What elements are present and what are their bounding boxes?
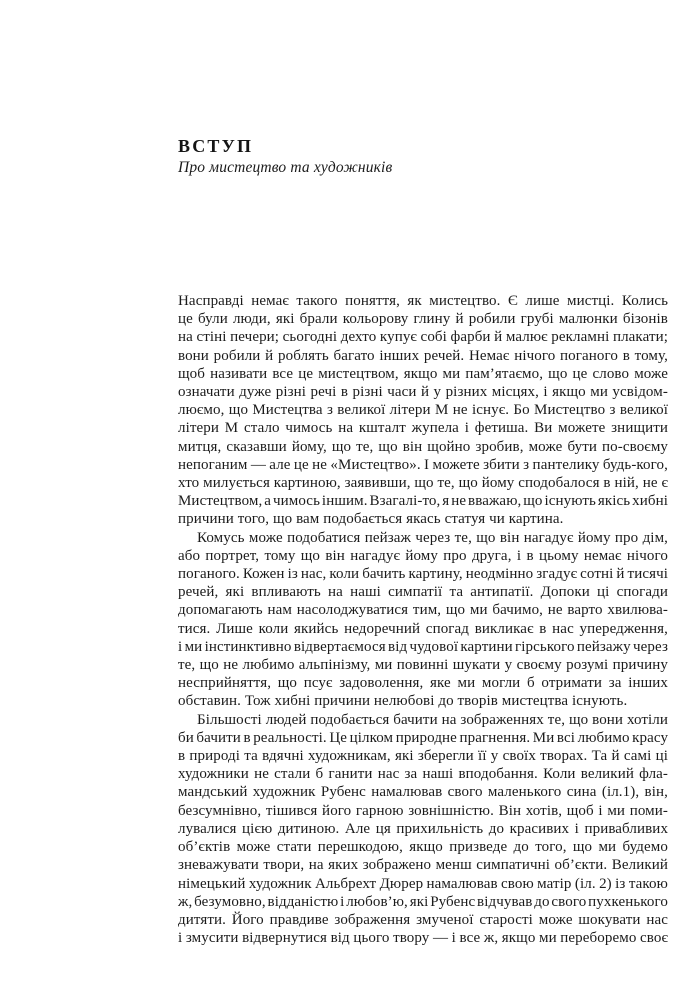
text-line <box>178 911 668 929</box>
text-line-content: художники не стали б ганити нас за наші вподобання. Коли великий фла- <box>178 766 669 783</box>
text-line-content: об’єктів може стати перешкодою, якщо призведе до того, що ми будемо <box>178 839 668 856</box>
text-line <box>178 565 668 583</box>
text-line-content: поганого. Кожен із нас, коли бачить картину, неодмінно згадує сотні й тисячі <box>178 566 669 583</box>
text-line-content: в природі та вдячні художникам, які зберегли її у своїх творах. Та й самі ці <box>178 748 669 765</box>
text-line-content: або портрет, тому що він нагадує йому про друга, і в цьому немає нічого <box>178 547 669 564</box>
text-line-content: і ми інстинктивно відвертаємося від чудової картини гірського пейзажу через <box>178 638 668 655</box>
text-line <box>178 802 668 820</box>
text-line <box>178 820 668 838</box>
paragraph <box>178 711 668 948</box>
text-line <box>178 838 668 856</box>
text-line-content: вони робили й роблять багато інших речей. Немає нічого поганого в тому, <box>178 347 668 364</box>
text-line <box>178 328 668 346</box>
text-line-content: німецький художник Альбрехт Дюрер намалював свою матір (іл. 2) із такою <box>178 875 668 892</box>
paragraph <box>178 292 668 529</box>
text-line <box>178 365 668 383</box>
text-line-content: Комусь може подобатися пейзаж через те, що він нагадує йому про дім, <box>197 529 669 546</box>
text-line <box>178 729 668 747</box>
text-line-content: Мистецтвом, а чимось іншим. Взагалі-то, я не вважаю, що існують якісь хибні <box>178 493 668 510</box>
text-line-content: би бачити в реальності. Це цілком природне прагнення. Ми всі любимо красу <box>178 729 669 746</box>
text-line-content: це були люди, які брали кольорову глину й робили грубі малюнки бізонів <box>178 311 668 328</box>
text-line <box>178 347 668 365</box>
text-line <box>178 765 668 783</box>
text-line <box>178 383 668 401</box>
text-line-content: причини того, що вам подобається якась статуя чи картина. <box>178 511 564 528</box>
text-line <box>178 711 668 729</box>
text-line-content: обставин. Тож хибні причини нелюбові до творів мистецтва існують. <box>178 693 628 710</box>
text-line-content: речей, які впливають на наші симпатії та антипатії. Допоки ці спогади <box>178 584 668 601</box>
text-line <box>178 747 668 765</box>
text-line-content: хто милується картиною, заявивши, що те, що йому сподобалося в ній, не є <box>178 475 668 492</box>
text-line <box>178 583 668 601</box>
text-line-content: митця, сказавши йому, що те, що він щойно зробив, може бути по-своєму <box>178 438 669 455</box>
text-line <box>178 401 668 419</box>
text-line-content: лувалися цією дитиною. Але ця прихильність до красивих і привабливих <box>178 820 669 837</box>
text-line-content: літери М стало чимось на кшталт жупела і фетиша. Ви можете знищити <box>178 420 669 437</box>
text-line <box>178 310 668 328</box>
text-line <box>178 656 668 674</box>
text-line-content: те, що не любимо альпінізму, ми повинні шукати у своєму розумі причину <box>178 657 668 674</box>
text-line-content: ж, безумовно, відданістю і любов’ю, які Рубенс відчував до свого пухкенького <box>178 893 669 910</box>
text-line <box>178 674 668 692</box>
text-line-content: мандський художник Рубенс намалював свого маленького сина (іл.1), він, <box>178 784 668 801</box>
text-line-content: дитяти. Його правдиве зображення змученої старості може шокувати нас <box>178 911 669 928</box>
chapter-subtitle: Про мистецтво та художників <box>178 159 393 176</box>
text-line <box>178 929 668 947</box>
text-line-content: зневажувати твори, на яких зображено менш симпатичні об’єкти. Великий <box>178 857 668 874</box>
text-line-content: на стіні печери; сьогодні дехто купує собі фарби й малює рекламні плакати; <box>178 329 669 346</box>
text-line <box>178 510 668 528</box>
text-line <box>178 601 668 619</box>
text-line-content: Більшості людей подобається бачити на зображеннях те, що вони хотіли <box>197 711 669 728</box>
text-line <box>178 438 668 456</box>
text-line-content: допомагають нам насолоджуватися тим, що ми бачимо, не варто хвилюва- <box>178 602 668 619</box>
text-line <box>178 875 668 893</box>
text-line-content: і змусити відвернутися від цього твору — і все ж, якщо ми переборемо своє <box>178 930 668 947</box>
text-line-content: несприйняття, що псує задоволення, яке ми могли б отримати за інших <box>178 675 668 692</box>
text-line <box>178 893 668 911</box>
text-line <box>178 292 668 310</box>
text-line-content: непоганим — але це не «Мистецтво». І можете збити з пантелику будь-кого, <box>178 456 668 473</box>
text-line <box>178 419 668 437</box>
text-line-content: Насправді немає такого поняття, як мистецтво. Є лише мистці. Колись <box>178 293 669 309</box>
chapter-title: ВСТУП <box>178 136 254 156</box>
text-line-content: люємо, що Мистецтва з великої літери М не існує. Бо Мистецтво з великої <box>178 402 668 419</box>
text-line <box>178 692 668 710</box>
text-line <box>178 474 668 492</box>
text-line-content: безсумнівно, тішився його гарною зовнішністю. Він хотів, щоб і ми поми- <box>178 802 668 819</box>
text-line <box>178 783 668 801</box>
text-line <box>178 638 668 656</box>
chapter-header <box>178 136 392 178</box>
text-line <box>178 547 668 565</box>
text-line <box>178 456 668 474</box>
text-line <box>178 620 668 638</box>
text-line <box>178 492 668 510</box>
text-line-content: означати дуже різні речі в різні часи й у різних місцях, і якщо ми усвідом- <box>178 384 668 401</box>
text-line <box>178 529 668 547</box>
text-line <box>178 856 668 874</box>
body-text <box>178 292 668 947</box>
text-line-content: щоб називати все це мистецтвом, якщо ми пам’ятаємо, що це слово може <box>178 365 669 382</box>
paragraph <box>178 529 668 711</box>
text-line-content: тися. Лише коли якийсь недоречний спогад викликає в нас упередження, <box>178 620 669 637</box>
